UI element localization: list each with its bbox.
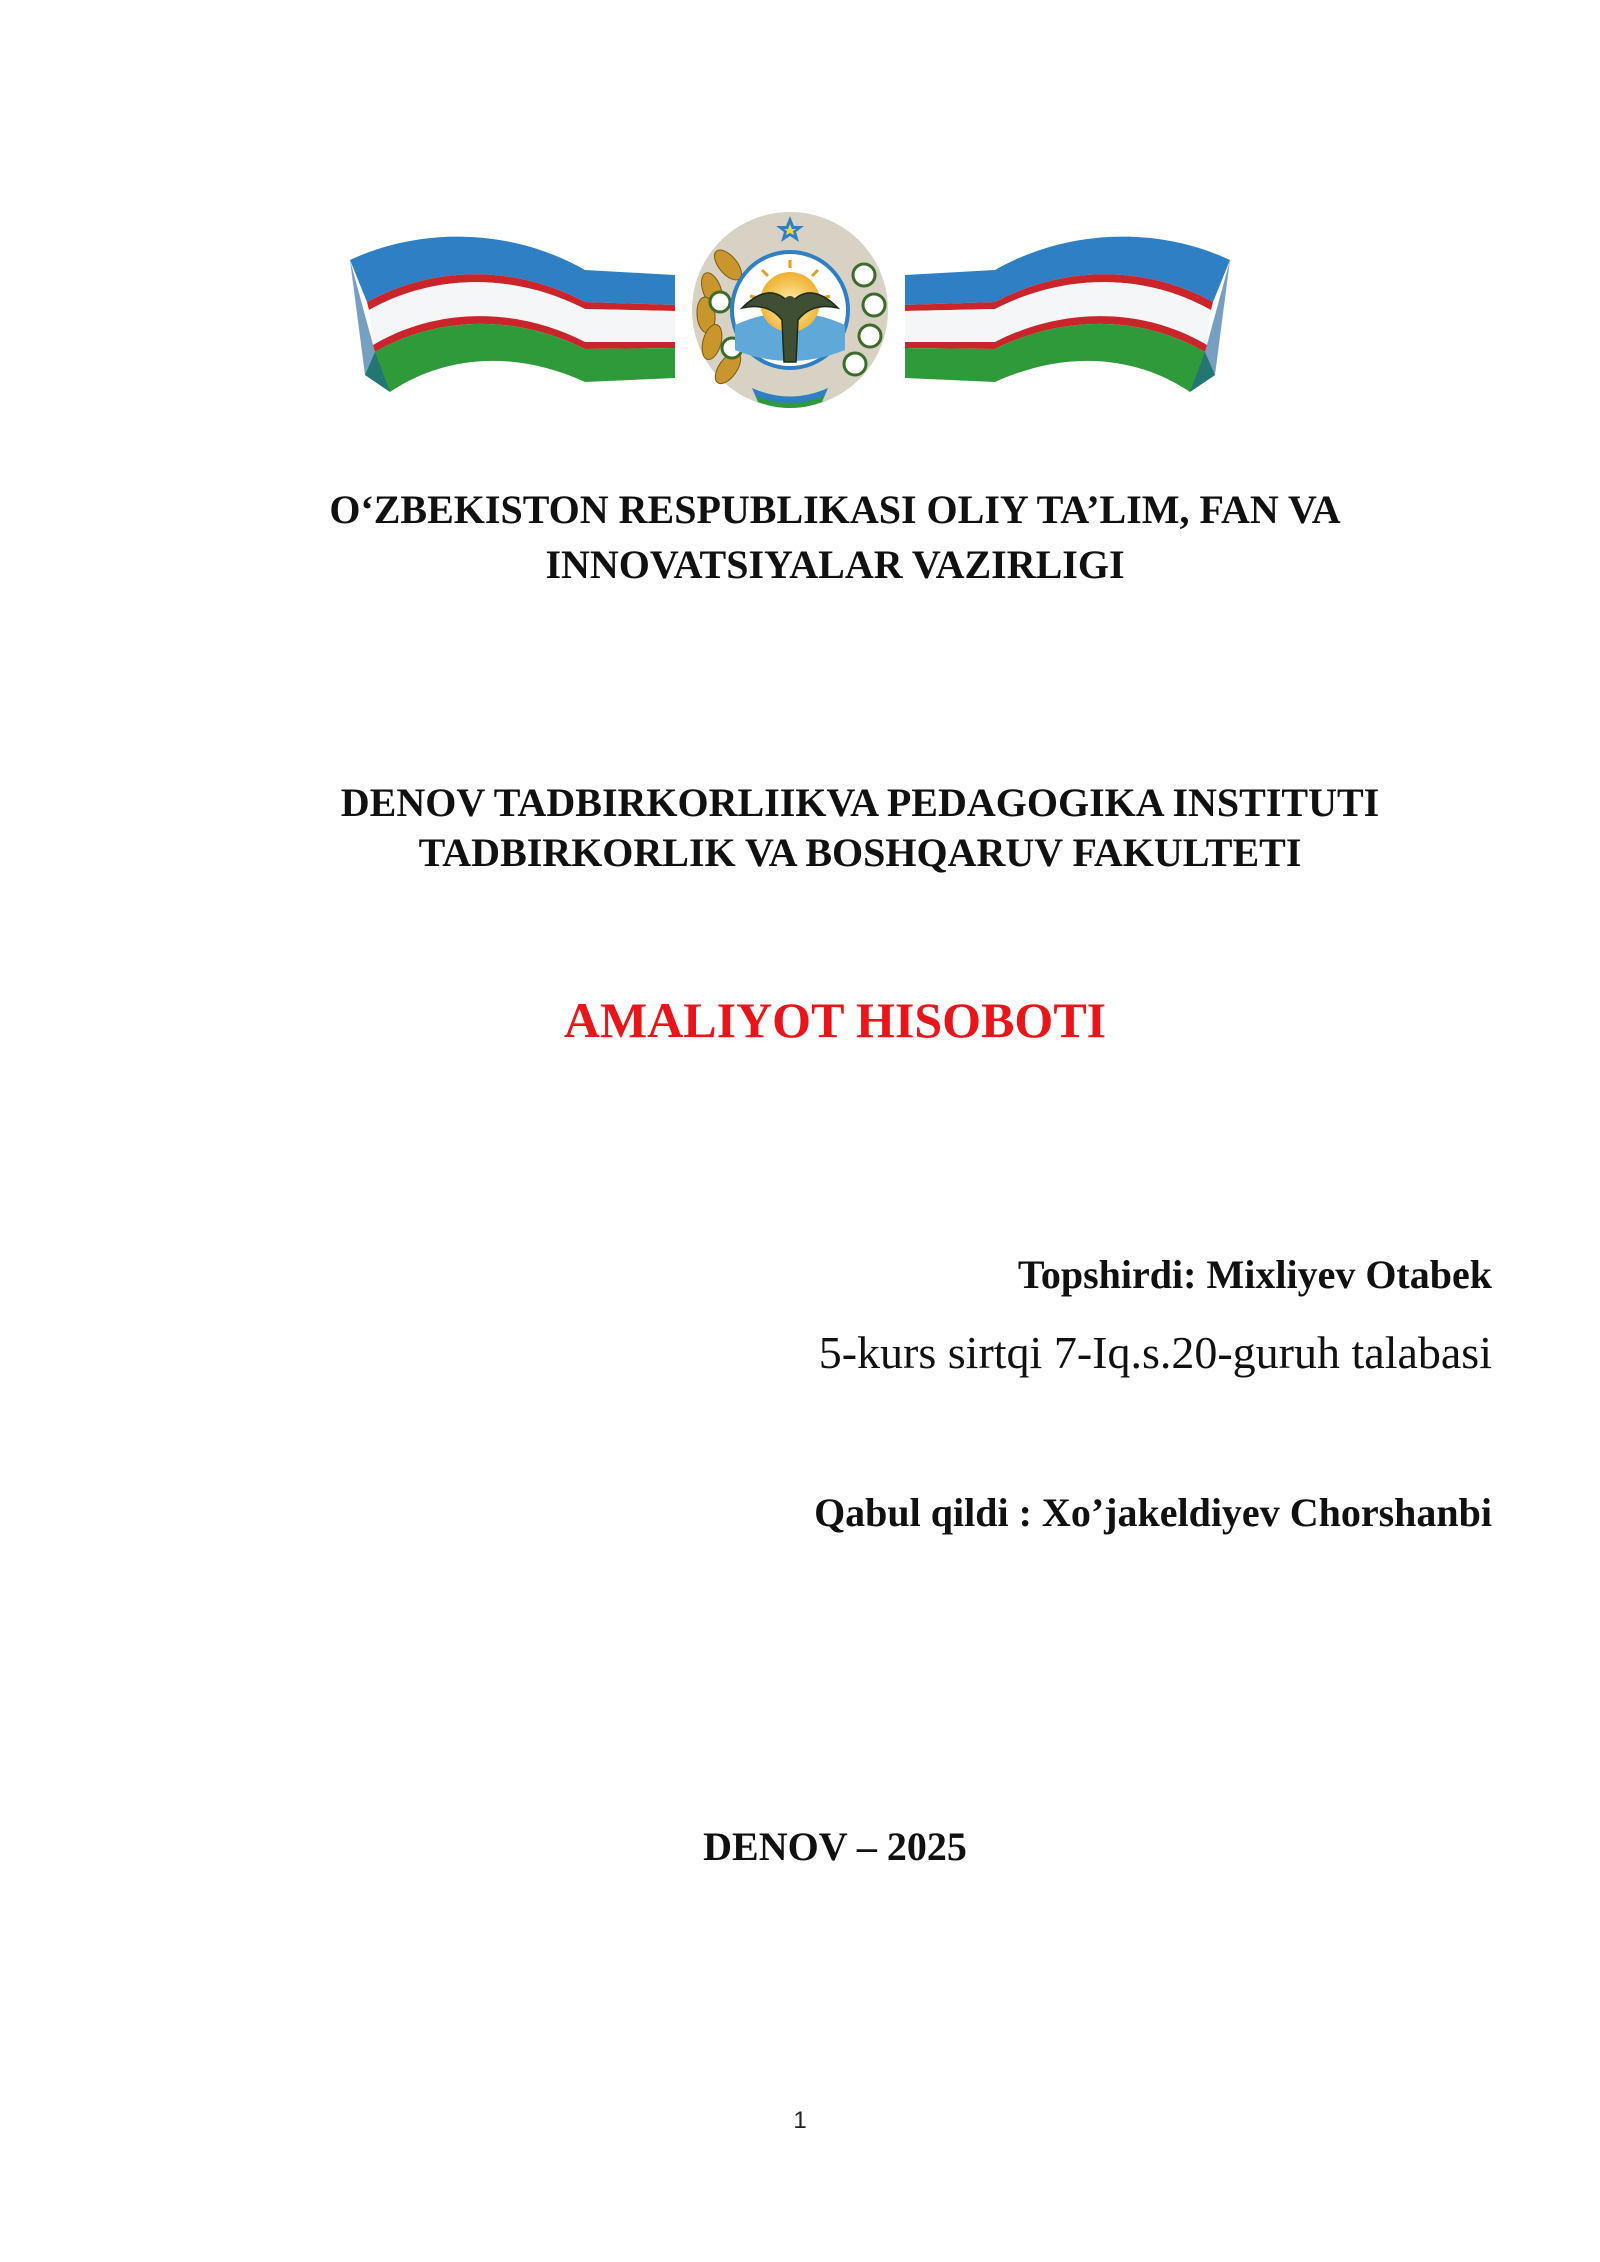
student-group-info: 5-kurs sirtqi 7-Iq.s.20-guruh talabasi [818,1327,1492,1378]
ministry-line-1: O‘ZBEKISTON RESPUBLIKASI OLIY TA’LIM, FAN VA [329,487,1341,532]
state-emblem-icon [345,210,1235,410]
institute-line-1: DENOV TADBIRKORLIIKVA PEDAGOGIKA INSTITUTI [340,780,1380,825]
ministry-heading [165,482,1505,592]
accepted-by: Qabul qildi : Xo’jakeldiyev Chorshanbi [814,1490,1492,1535]
city-year: DENOV – 2025 [703,1824,967,1869]
right-flag-ribbon [905,237,1230,392]
ministry-line-2: INNOVATSIYALAR VAZIRLIGI [545,542,1125,587]
left-flag-ribbon [350,237,675,392]
report-title: AMALIYOT HISOBOTI [563,992,1107,1048]
submitted-by: Topshirdi: Mixliyev Otabek [1017,1252,1492,1297]
coat-of-arms [692,212,888,408]
institute-heading [200,778,1520,878]
page-number: 1 [793,2107,807,2134]
institute-line-2: TADBIRKORLIK VA BOSHQARUV FAKULTETI [418,830,1302,875]
